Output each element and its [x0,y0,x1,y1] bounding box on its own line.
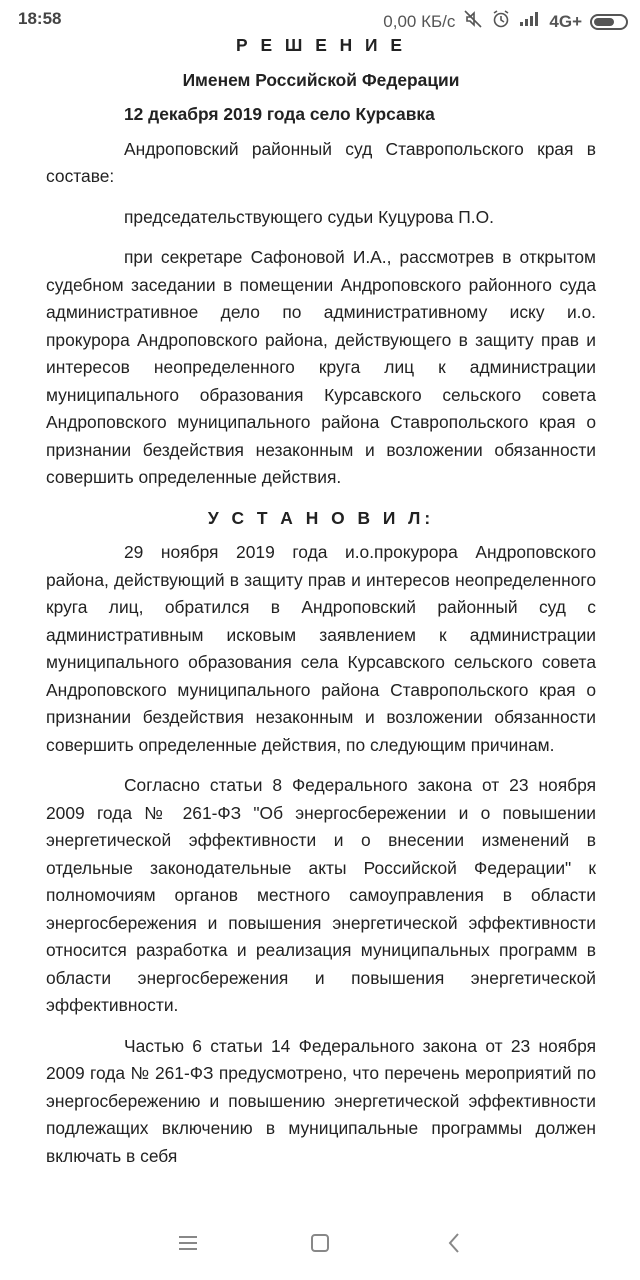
signal-icon [519,11,541,32]
navigation-bar [0,1200,640,1280]
mute-icon [463,9,483,34]
paragraph: Согласно статьи 8 Федерального закона от 23 ноября 2009 года № 261-ФЗ "Об энергосбережении и о повышении энергетической эффективности и о внесении изменений в отдельные законодательные акты Российской Федерации" к полномочиям органов местного самоуправления в области энергосбережения и повышения энергетической эффективности относится разработка и реализация муниципальных программ в области энергосбережения и повышения энергетической эффективности. [46,775,596,1015]
section-title: У С Т А Н О В И Л: [207,507,435,528]
paragraph: Андроповский районный суд Ставропольского края в составе: [46,138,596,186]
paragraph: 29 ноября 2019 года и.о.прокурора Андроповского района, действующий в защиту прав и интересов неопределенного круга лиц, обратился в Андроповский районный суд с административным исковым заявлением к администрации муниципального образования села Курсавского сельского совета Андроповского муниципального района Ставропольского края о признании бездействия незаконным и возложении обязанности совершить определенные действия, по следующим причинам. [46,542,596,755]
menu-icon[interactable] [168,1228,208,1258]
document-heading: Р Е Ш Е Н И Е [236,35,406,55]
paragraph: Частью 6 статьи 14 Федерального закона от 23 ноября 2009 года № 261-ФЗ предусмотрено, что перечень мероприятий по энергосбережению и повышению энергетической эффективности подлежащих включению в муниципальные программы должен включать в себя [46,1035,596,1166]
back-icon[interactable] [434,1228,474,1258]
battery-icon [590,14,628,30]
network-type: 4G+ [549,11,582,31]
status-indicators [383,9,628,34]
paragraph: при секретаре Сафоновой И.А., рассмотрев в открытом судебном заседании в помещении Андроповского районного суда административное дело по административному иску и.о. прокурора Андроповского района, действующего в защиту прав и интересов неопределенного круга лиц к администрации муниципального образования Курсавского сельского совета Андроповского муниципального района Ставропольского края о признании бездействия незаконным и возложении обязанности совершить определенные действия. [46,247,596,487]
network-speed: 0,00 КБ/с [383,11,456,31]
paragraph: председательствующего судьи Куцурова П.О. [124,206,494,227]
date-line: 12 декабря 2019 года село Курсавка [124,104,435,124]
home-icon[interactable] [300,1228,340,1258]
alarm-icon [491,9,511,34]
document-subheading: Именем Российской Федерации [182,69,460,90]
status-time: 18:58 [18,9,62,28]
document-body [46,32,596,1170]
